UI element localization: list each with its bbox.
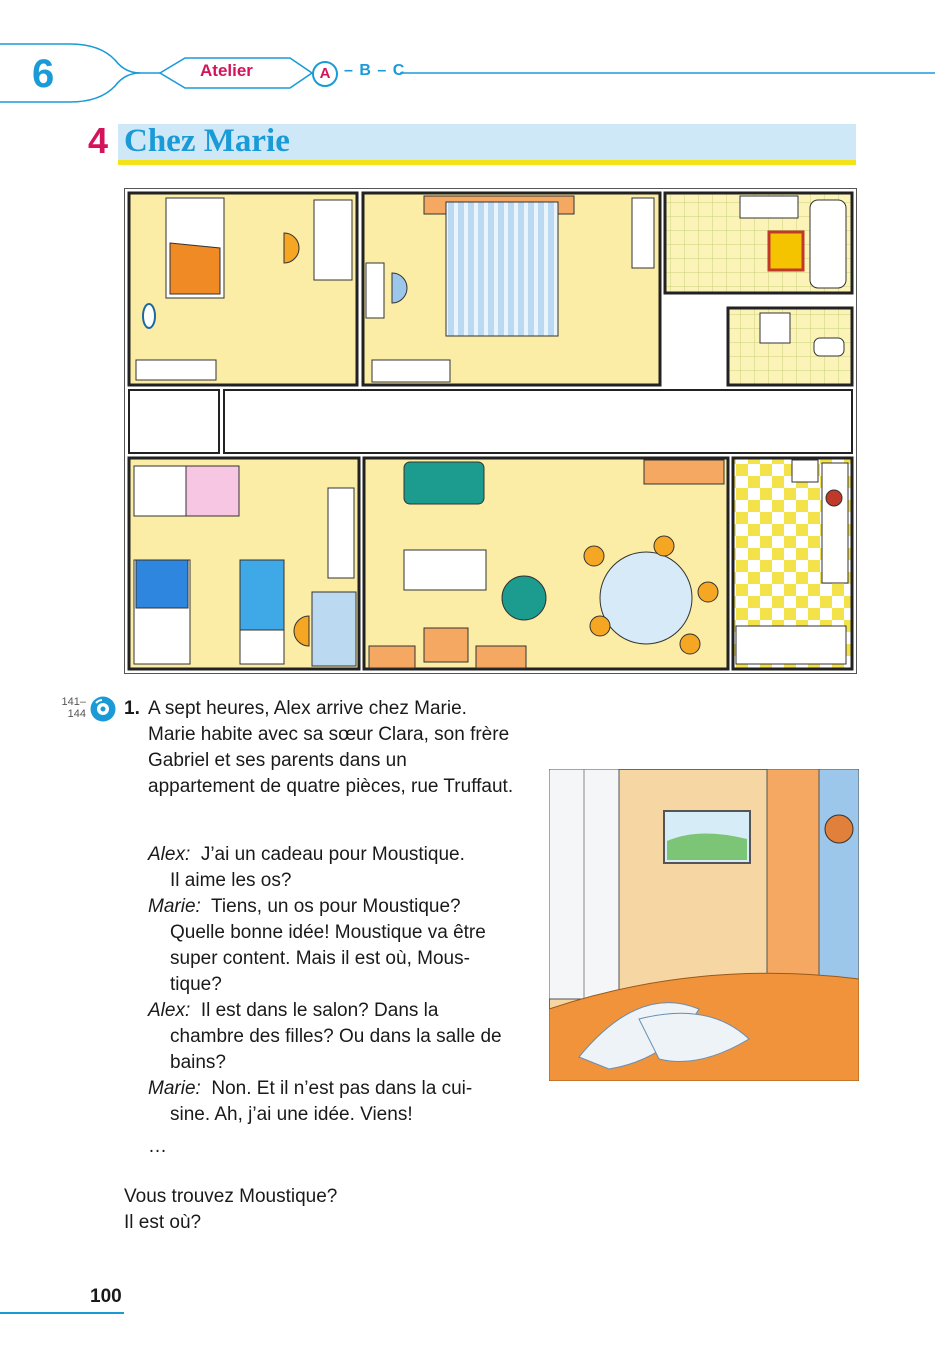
header-ribbon xyxy=(0,0,935,110)
speech-cont: chambre des filles? Ou dans la salle de xyxy=(170,1026,502,1047)
apartment-floor-plan xyxy=(124,188,857,674)
speech-cont: tique? xyxy=(170,974,222,995)
title-underline xyxy=(118,160,856,165)
speech-cont: Quelle bonne idée! Moustique va être xyxy=(170,922,486,943)
audio-track-number xyxy=(54,696,86,720)
speech-cont: bains? xyxy=(170,1052,226,1073)
chapter-number: 6 xyxy=(32,52,55,96)
speech: Tiens, un os pour Moustique? xyxy=(211,896,461,917)
dialogue-line xyxy=(148,894,538,998)
dialogue-line xyxy=(148,842,538,894)
speech-cont: Il aime les os? xyxy=(170,870,292,891)
cd-icon[interactable] xyxy=(90,696,116,722)
bedroom-illustration xyxy=(549,769,859,1081)
atelier-label: Atelier xyxy=(200,61,253,80)
page-number: 100 xyxy=(90,1286,122,1307)
track-top: 141– xyxy=(61,696,86,708)
speech: Il est dans le salon? Dans la xyxy=(200,1000,439,1021)
ellipsis: … xyxy=(148,1136,167,1157)
speaker: Marie: xyxy=(148,896,201,917)
section-title: Chez Marie xyxy=(124,123,290,159)
question-1: Vous trouvez Moustique? xyxy=(124,1186,338,1207)
speaker: Alex: xyxy=(148,844,191,865)
section-number: 4 xyxy=(88,120,109,161)
speaker: Marie: xyxy=(148,1078,201,1099)
speech-cont: super content. Mais il est où, Mous- xyxy=(170,948,470,969)
speaker: Alex: xyxy=(148,1000,191,1021)
question-2: Il est où? xyxy=(124,1212,202,1233)
exercise-intro: A sept heures, Alex arrive chez Marie. Marie habite avec sa sœur Clara, son frère Gabriel et ses parents dans un appartement de quatre pièces, rue Truffaut. xyxy=(148,698,514,797)
track-bottom: 144 xyxy=(67,708,86,720)
speech: Non. Et il n’est pas dans la cui- xyxy=(211,1078,473,1099)
dialogue-line xyxy=(148,998,538,1076)
dialogue-line xyxy=(148,1076,538,1128)
atelier-tabs-b-c: – B – C xyxy=(344,62,406,79)
exercise-number: 1. xyxy=(124,698,140,719)
footer-line xyxy=(0,1312,124,1314)
speech: J’ai un cadeau pour Moustique. xyxy=(200,844,465,865)
atelier-tab-a[interactable]: A xyxy=(312,61,338,87)
speech-cont: sine. Ah, j’ai une idée. Viens! xyxy=(170,1104,413,1125)
